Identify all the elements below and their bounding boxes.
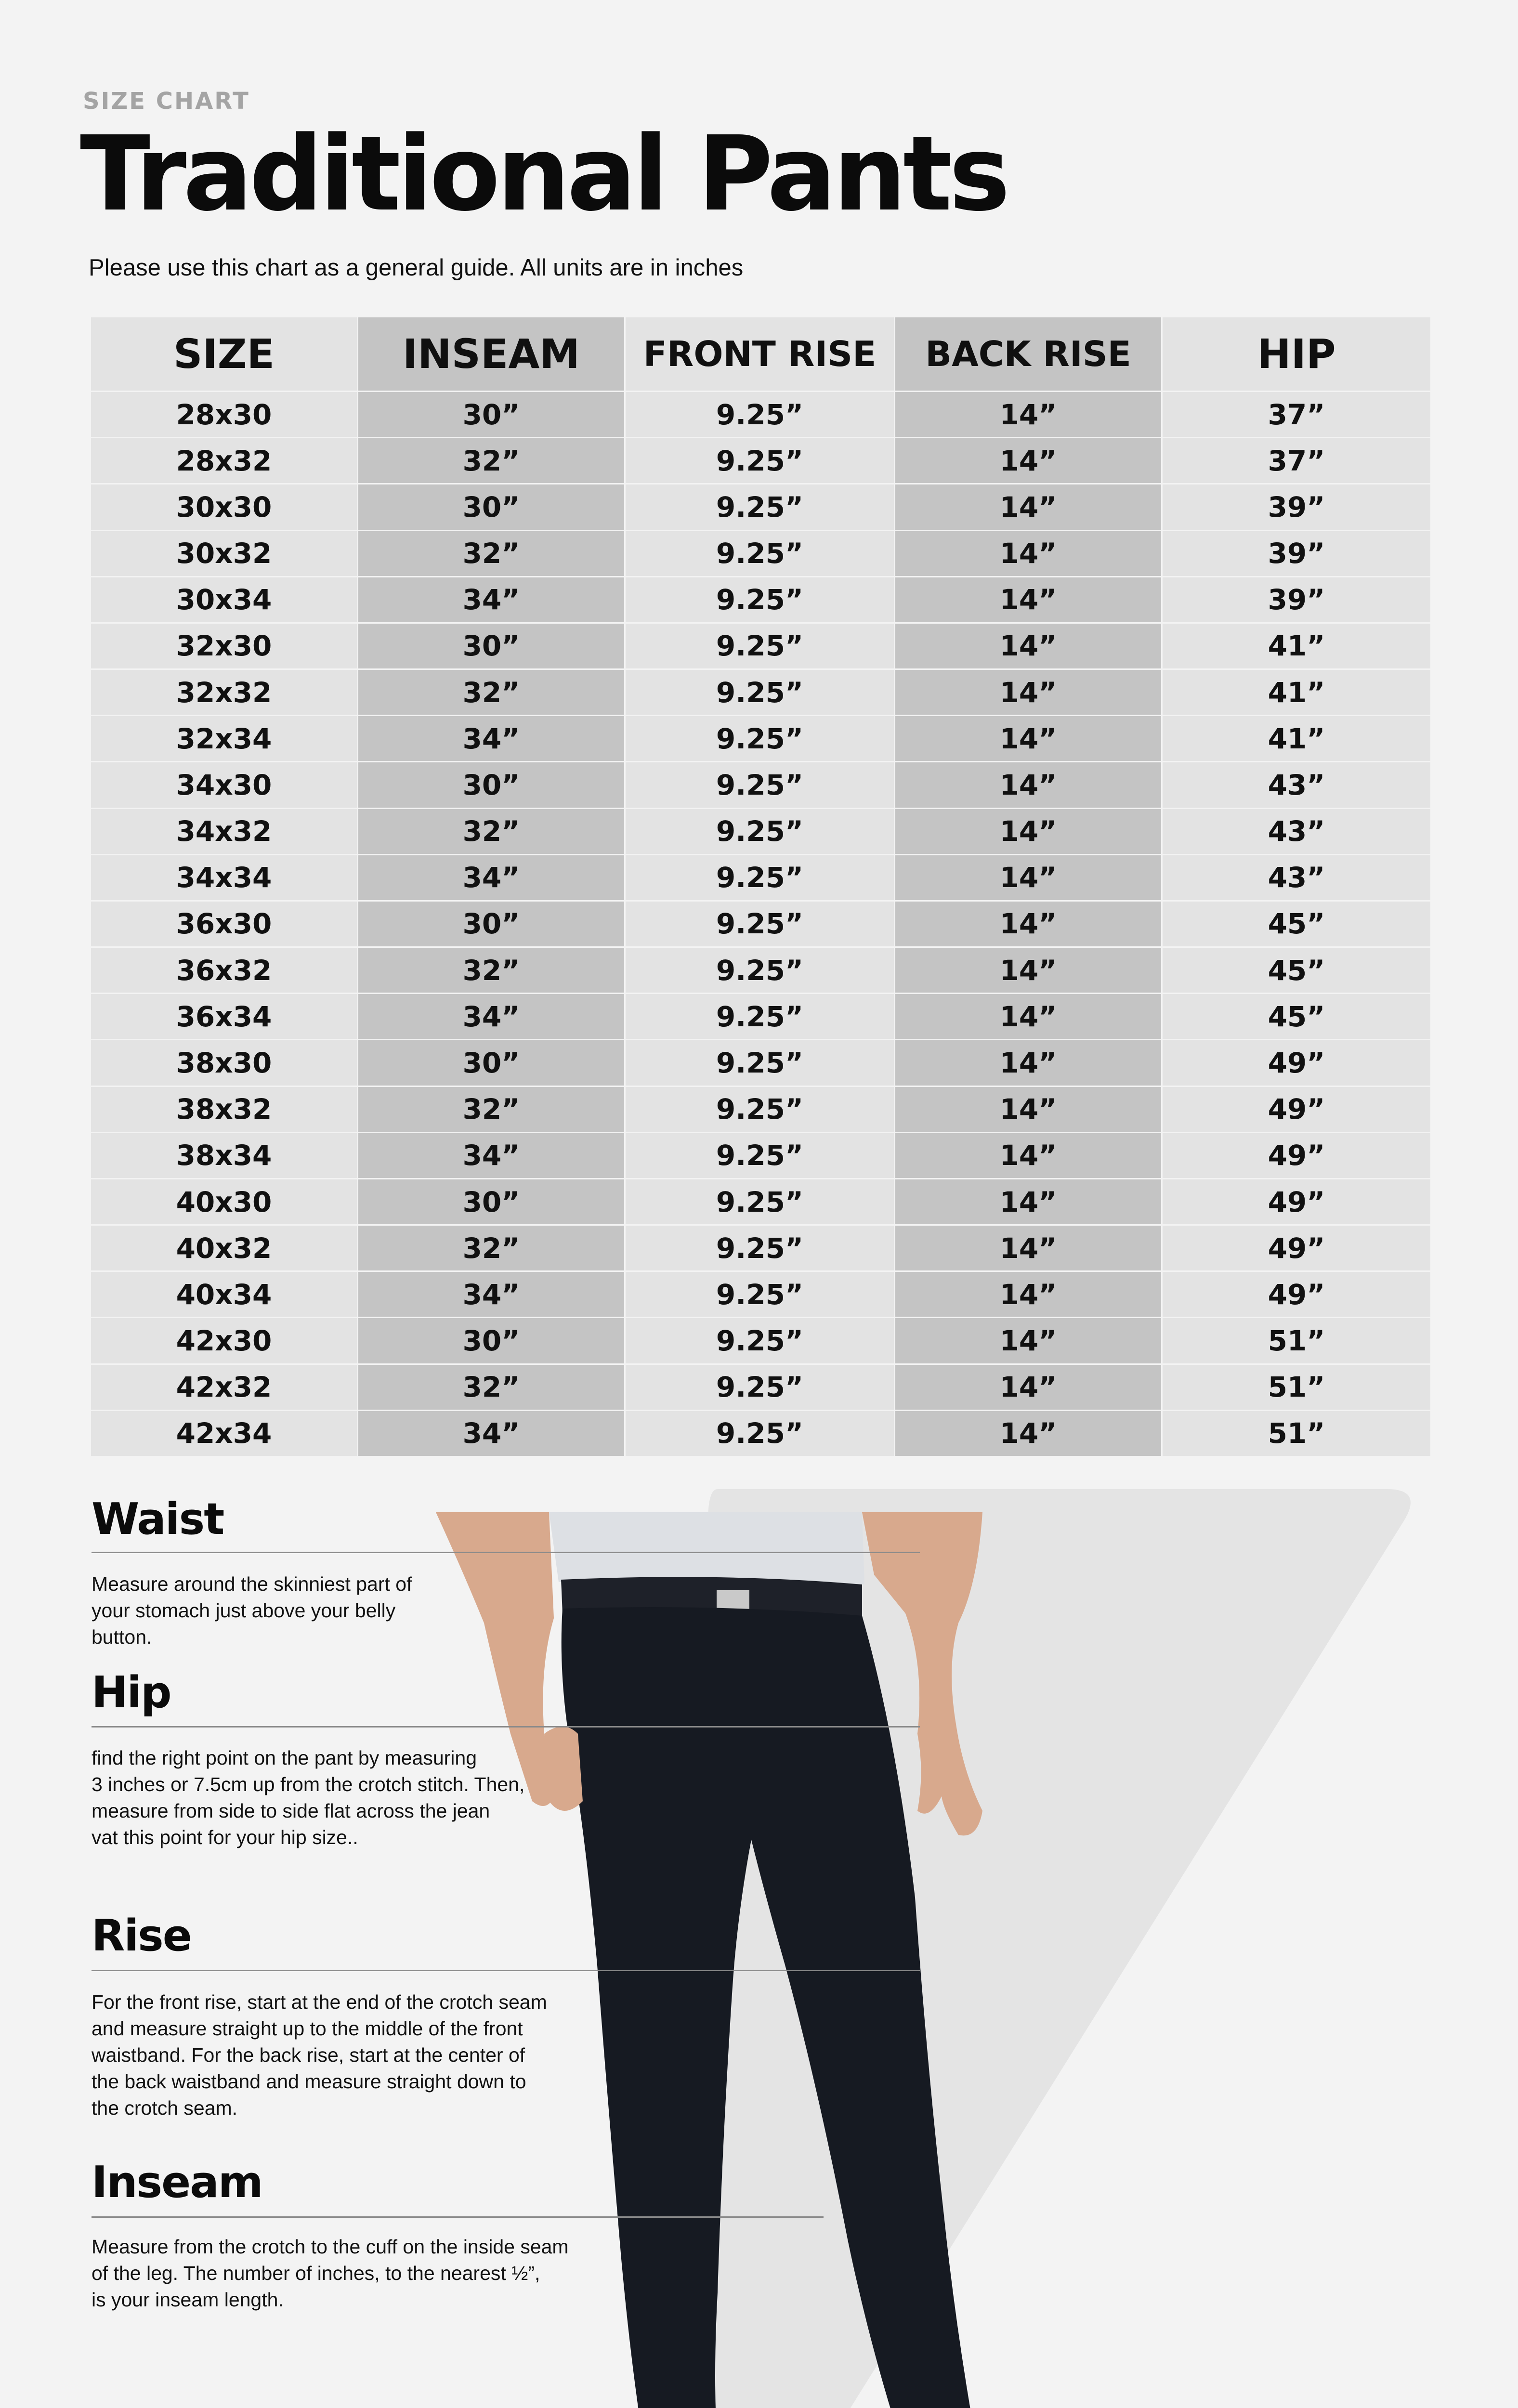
cell-back-rise: 14” xyxy=(895,1410,1162,1456)
cell-size: 34x32 xyxy=(91,808,358,854)
cell-inseam: 34” xyxy=(358,1271,625,1318)
cell-front-rise: 9.25” xyxy=(625,1040,895,1086)
table-row xyxy=(91,1225,1431,1271)
cell-size: 40x30 xyxy=(91,1178,358,1225)
cell-front-rise: 9.25” xyxy=(625,1364,895,1410)
cell-front-rise: 9.25” xyxy=(625,1225,895,1271)
cell-hip: 39” xyxy=(1162,484,1431,530)
cell-size: 42x30 xyxy=(91,1318,358,1364)
column-header-hip: HIP xyxy=(1162,317,1431,392)
cell-back-rise: 14” xyxy=(895,484,1162,530)
cell-inseam: 34” xyxy=(358,576,625,623)
cell-size: 34x34 xyxy=(91,854,358,901)
cell-back-rise: 14” xyxy=(895,392,1162,438)
cell-size: 30x34 xyxy=(91,576,358,623)
cell-inseam: 30” xyxy=(358,1040,625,1086)
cell-hip: 49” xyxy=(1162,1225,1431,1271)
cell-hip: 37” xyxy=(1162,392,1431,438)
table-row xyxy=(91,1271,1431,1318)
cell-front-rise: 9.25” xyxy=(625,669,895,716)
table-row xyxy=(91,716,1431,762)
table-row xyxy=(91,669,1431,716)
cell-inseam: 32” xyxy=(358,438,625,484)
cell-front-rise: 9.25” xyxy=(625,947,895,994)
cell-hip: 37” xyxy=(1162,438,1431,484)
table-row xyxy=(91,623,1431,669)
cell-size: 32x32 xyxy=(91,669,358,716)
inseam-description: Measure from the crotch to the cuff on the inside seam of the leg. The number of inches, to the nearest ½”, is your inseam length. xyxy=(92,2236,569,2311)
cell-inseam: 30” xyxy=(358,762,625,808)
cell-hip: 41” xyxy=(1162,623,1431,669)
column-header-front-rise: FRONT RISE xyxy=(625,317,895,392)
cell-size: 28x30 xyxy=(91,392,358,438)
cell-back-rise: 14” xyxy=(895,1132,1162,1178)
cell-front-rise: 9.25” xyxy=(625,438,895,484)
cell-size: 36x30 xyxy=(91,901,358,947)
cell-inseam: 30” xyxy=(358,623,625,669)
cell-size: 38x32 xyxy=(91,1086,358,1132)
cell-inseam: 32” xyxy=(358,808,625,854)
cell-back-rise: 14” xyxy=(895,854,1162,901)
size-table xyxy=(90,316,1432,1457)
table-row xyxy=(91,392,1431,438)
table-row xyxy=(91,901,1431,947)
cell-hip: 39” xyxy=(1162,576,1431,623)
cell-hip: 51” xyxy=(1162,1318,1431,1364)
cell-size: 32x34 xyxy=(91,716,358,762)
cell-size: 42x32 xyxy=(91,1364,358,1410)
cell-front-rise: 9.25” xyxy=(625,1410,895,1456)
rise-heading: Rise xyxy=(92,1911,191,1961)
table-row xyxy=(91,1318,1431,1364)
cell-front-rise: 9.25” xyxy=(625,854,895,901)
cell-front-rise: 9.25” xyxy=(625,808,895,854)
waist-heading: Waist xyxy=(92,1494,224,1544)
cell-hip: 49” xyxy=(1162,1178,1431,1225)
size-table-body xyxy=(91,392,1431,1457)
cell-size: 32x30 xyxy=(91,623,358,669)
cell-size: 42x34 xyxy=(91,1410,358,1456)
cell-inseam: 30” xyxy=(358,1178,625,1225)
table-row xyxy=(91,1410,1431,1456)
cell-front-rise: 9.25” xyxy=(625,762,895,808)
cell-front-rise: 9.25” xyxy=(625,484,895,530)
cell-hip: 43” xyxy=(1162,808,1431,854)
cell-back-rise: 14” xyxy=(895,762,1162,808)
cell-hip: 45” xyxy=(1162,901,1431,947)
cell-inseam: 32” xyxy=(358,530,625,576)
cell-inseam: 32” xyxy=(358,947,625,994)
table-row xyxy=(91,484,1431,530)
inseam-heading: Inseam xyxy=(92,2157,262,2208)
cell-back-rise: 14” xyxy=(895,947,1162,994)
cell-inseam: 30” xyxy=(358,1318,625,1364)
cell-size: 36x34 xyxy=(91,994,358,1040)
cell-front-rise: 9.25” xyxy=(625,901,895,947)
column-header-back-rise: BACK RISE xyxy=(895,317,1162,392)
size-table-header xyxy=(91,317,1431,392)
cell-inseam: 34” xyxy=(358,1132,625,1178)
cell-back-rise: 14” xyxy=(895,716,1162,762)
cell-front-rise: 9.25” xyxy=(625,716,895,762)
cell-front-rise: 9.25” xyxy=(625,1086,895,1132)
table-row xyxy=(91,438,1431,484)
cell-back-rise: 14” xyxy=(895,530,1162,576)
cell-size: 30x30 xyxy=(91,484,358,530)
cell-size: 38x30 xyxy=(91,1040,358,1086)
table-row xyxy=(91,1132,1431,1178)
cell-size: 30x32 xyxy=(91,530,358,576)
cell-inseam: 34” xyxy=(358,854,625,901)
hip-heading: Hip xyxy=(92,1667,171,1718)
cell-size: 40x32 xyxy=(91,1225,358,1271)
cell-inseam: 34” xyxy=(358,1410,625,1456)
cell-inseam: 32” xyxy=(358,1364,625,1410)
cell-hip: 51” xyxy=(1162,1410,1431,1456)
cell-back-rise: 14” xyxy=(895,576,1162,623)
hip-divider xyxy=(92,1726,920,1727)
page-title: Traditional Pants xyxy=(80,114,1007,234)
cell-back-rise: 14” xyxy=(895,994,1162,1040)
cell-size: 36x32 xyxy=(91,947,358,994)
cell-back-rise: 14” xyxy=(895,1225,1162,1271)
cell-front-rise: 9.25” xyxy=(625,994,895,1040)
cell-front-rise: 9.25” xyxy=(625,576,895,623)
cell-back-rise: 14” xyxy=(895,623,1162,669)
cell-back-rise: 14” xyxy=(895,808,1162,854)
cell-hip: 49” xyxy=(1162,1132,1431,1178)
cell-front-rise: 9.25” xyxy=(625,530,895,576)
cell-hip: 49” xyxy=(1162,1086,1431,1132)
cell-hip: 45” xyxy=(1162,947,1431,994)
waist-divider xyxy=(92,1552,920,1553)
cell-hip: 43” xyxy=(1162,854,1431,901)
rise-description: For the front rise, start at the end of the crotch seam and measure straight up to the middle of the front waistband. For the back rise, start at the center of the back waistband and measure straight down to the crotch seam. xyxy=(92,1991,547,2119)
cell-back-rise: 14” xyxy=(895,1318,1162,1364)
cell-hip: 39” xyxy=(1162,530,1431,576)
cell-back-rise: 14” xyxy=(895,669,1162,716)
cell-inseam: 32” xyxy=(358,1086,625,1132)
cell-hip: 41” xyxy=(1162,669,1431,716)
cell-hip: 49” xyxy=(1162,1040,1431,1086)
rise-divider xyxy=(92,1970,920,1971)
cell-inseam: 32” xyxy=(358,669,625,716)
cell-inseam: 32” xyxy=(358,1225,625,1271)
cell-back-rise: 14” xyxy=(895,1364,1162,1410)
table-row xyxy=(91,1086,1431,1132)
cell-back-rise: 14” xyxy=(895,1178,1162,1225)
table-row xyxy=(91,1040,1431,1086)
table-row xyxy=(91,762,1431,808)
cell-back-rise: 14” xyxy=(895,1040,1162,1086)
cell-front-rise: 9.25” xyxy=(625,1271,895,1318)
cell-inseam: 30” xyxy=(358,484,625,530)
inseam-divider xyxy=(92,2216,824,2218)
cell-hip: 41” xyxy=(1162,716,1431,762)
cell-inseam: 34” xyxy=(358,994,625,1040)
cell-hip: 43” xyxy=(1162,762,1431,808)
cell-size: 34x30 xyxy=(91,762,358,808)
cell-front-rise: 9.25” xyxy=(625,392,895,438)
cell-size: 40x34 xyxy=(91,1271,358,1318)
cell-size: 28x32 xyxy=(91,438,358,484)
table-row xyxy=(91,994,1431,1040)
table-row xyxy=(91,1364,1431,1410)
cell-front-rise: 9.25” xyxy=(625,1132,895,1178)
column-header-inseam: INSEAM xyxy=(358,317,625,392)
cell-back-rise: 14” xyxy=(895,901,1162,947)
cell-front-rise: 9.25” xyxy=(625,1318,895,1364)
cell-front-rise: 9.25” xyxy=(625,1178,895,1225)
cell-inseam: 34” xyxy=(358,716,625,762)
cell-hip: 45” xyxy=(1162,994,1431,1040)
cell-inseam: 30” xyxy=(358,901,625,947)
table-row xyxy=(91,947,1431,994)
waist-description: Measure around the skinniest part of your stomach just above your belly button. xyxy=(92,1573,412,1648)
table-row xyxy=(91,854,1431,901)
cell-front-rise: 9.25” xyxy=(625,623,895,669)
table-row xyxy=(91,530,1431,576)
table-row xyxy=(91,576,1431,623)
cell-hip: 51” xyxy=(1162,1364,1431,1410)
cell-size: 38x34 xyxy=(91,1132,358,1178)
eyebrow-label: SIZE CHART xyxy=(83,88,250,115)
column-header-size: SIZE xyxy=(91,317,358,392)
page-subtitle: Please use this chart as a general guide. All units are in inches xyxy=(89,255,744,281)
cell-back-rise: 14” xyxy=(895,1086,1162,1132)
table-row xyxy=(91,1178,1431,1225)
table-row xyxy=(91,808,1431,854)
cell-back-rise: 14” xyxy=(895,1271,1162,1318)
cell-hip: 49” xyxy=(1162,1271,1431,1318)
cell-inseam: 30” xyxy=(358,392,625,438)
cell-back-rise: 14” xyxy=(895,438,1162,484)
hip-description: find the right point on the pant by measuring 3 inches or 7.5cm up from the crotch stitch. Then, measure from side to side flat across the jean vat this point for your hip size.. xyxy=(92,1747,525,1848)
